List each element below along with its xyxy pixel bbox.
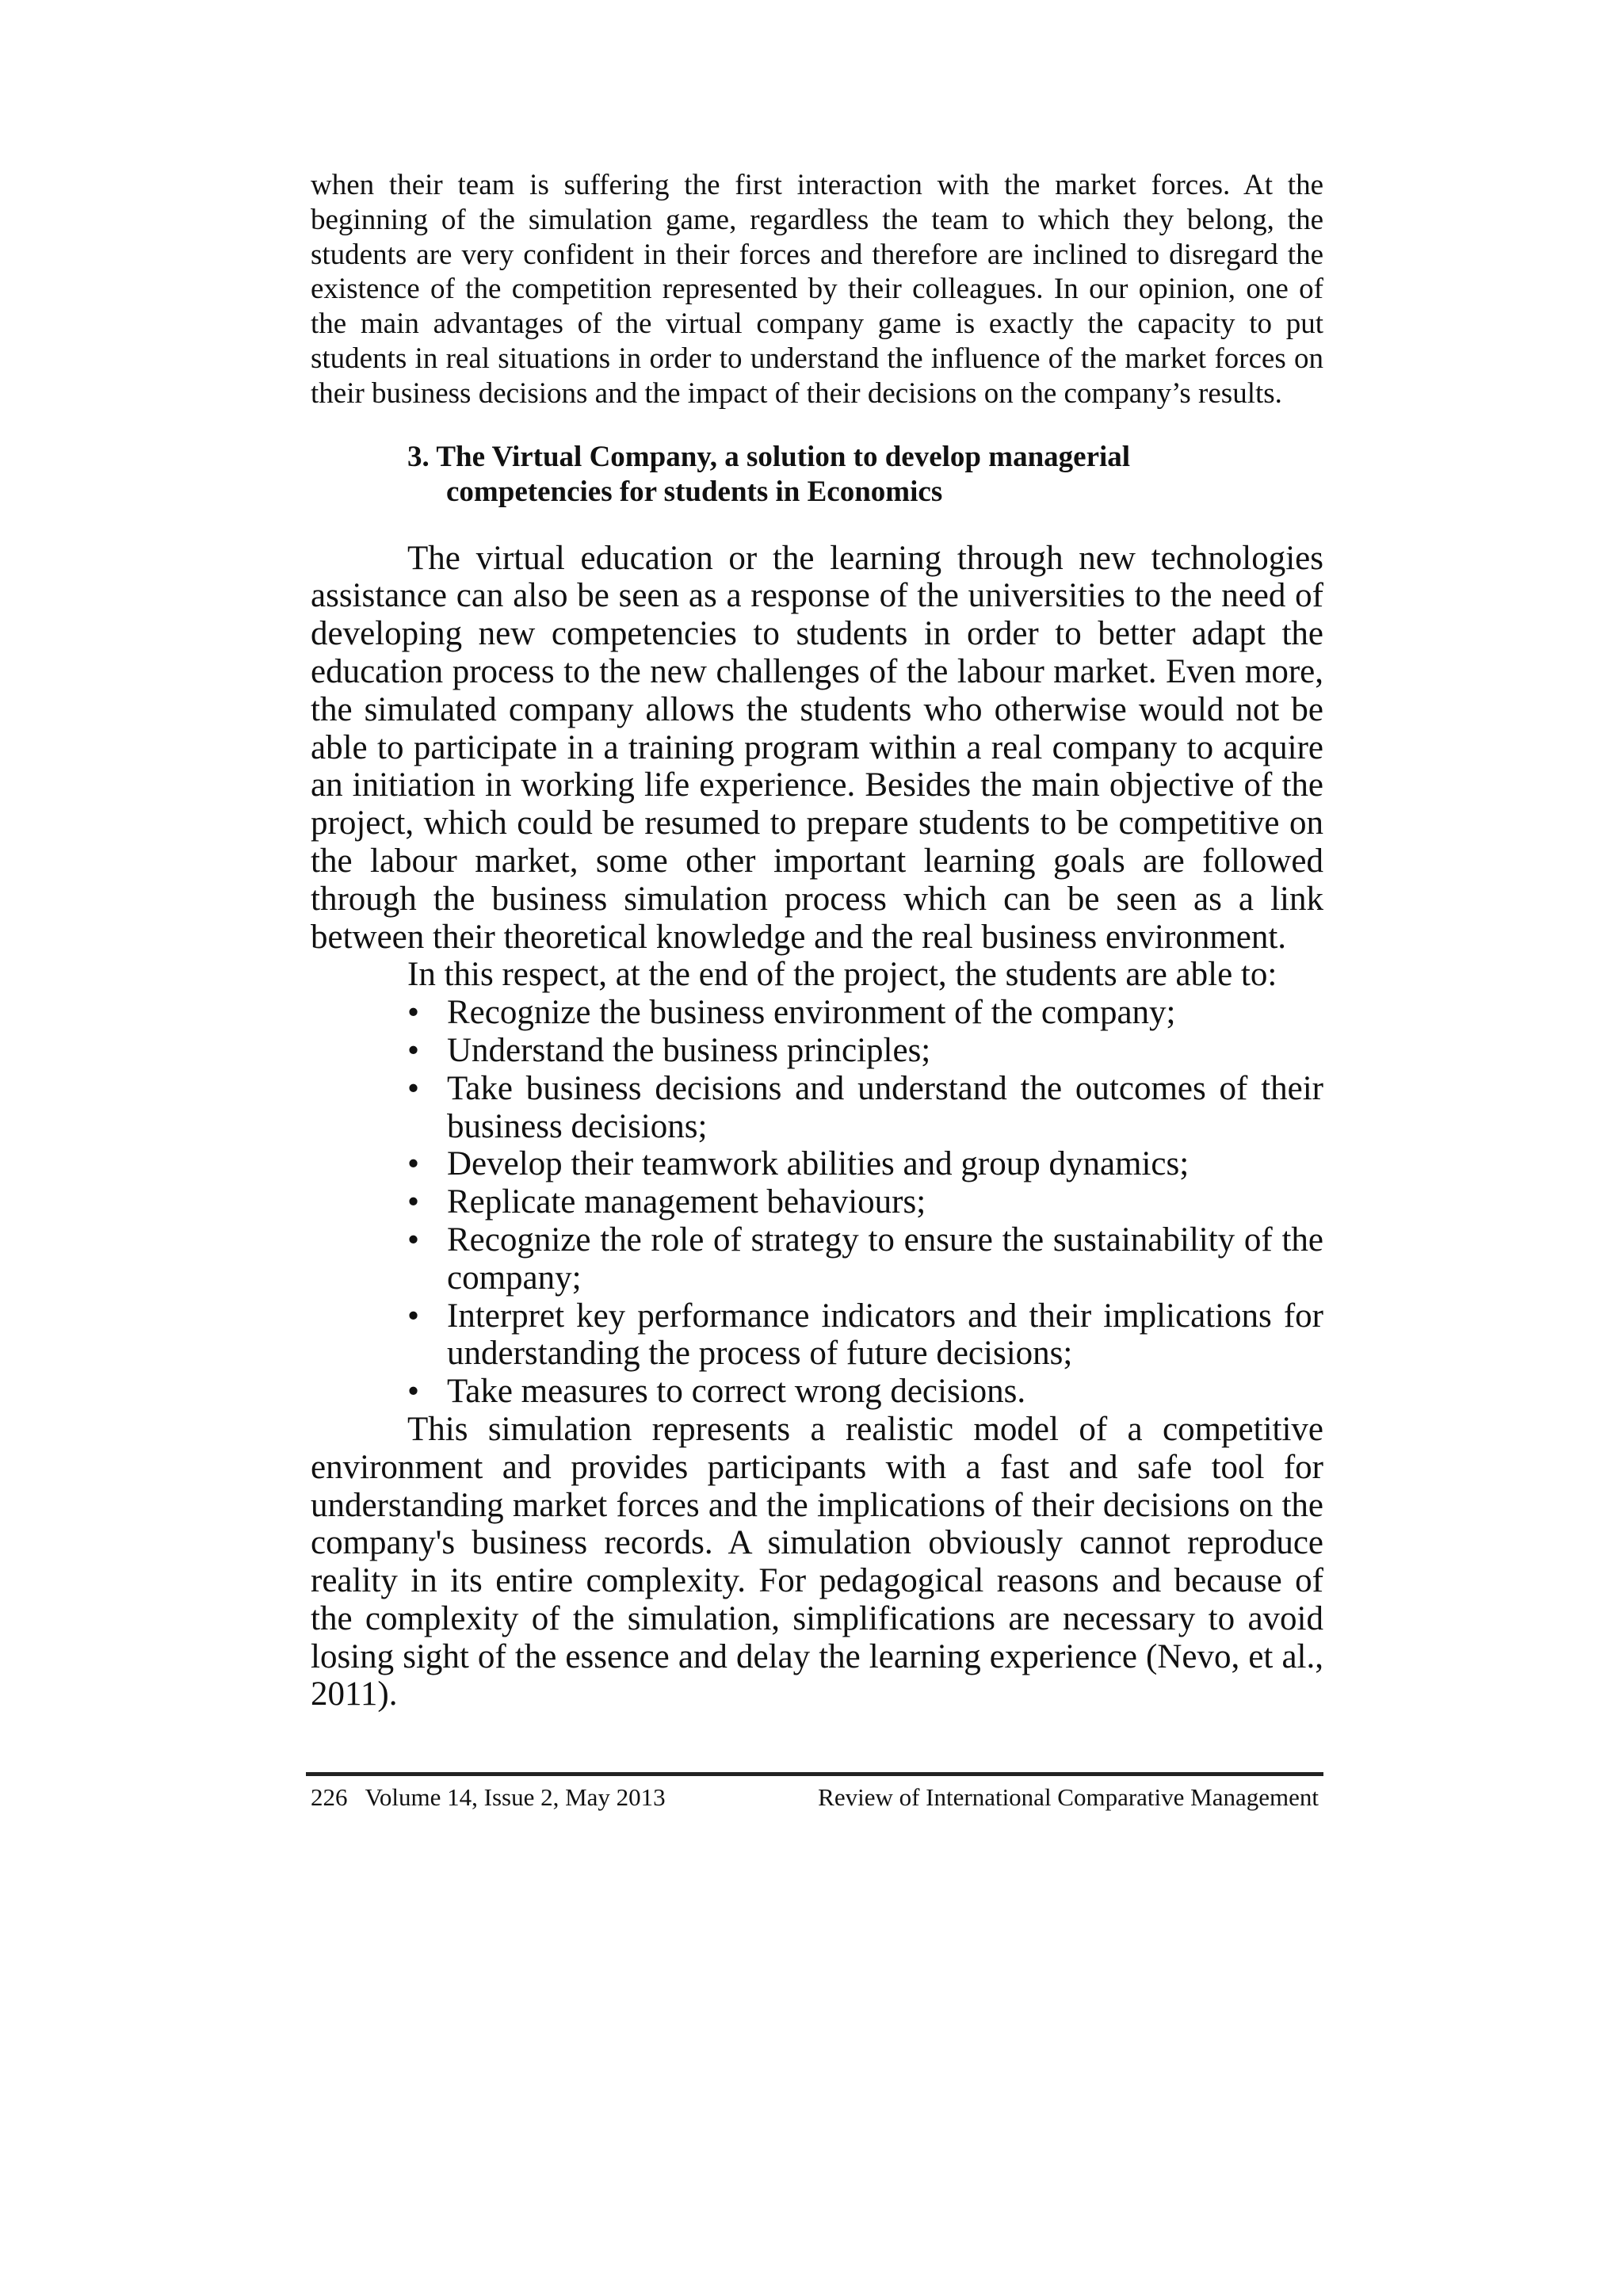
list-item [407, 1297, 1323, 1373]
footer-divider [306, 1772, 1323, 1776]
list-item-text: Interpret key performance indicators and their implications for understanding the process of future decisions; [447, 1297, 1323, 1373]
page-body [311, 168, 1323, 1713]
bullet-icon: • [407, 1145, 420, 1183]
list-item [407, 1145, 1323, 1183]
bullet-icon: • [407, 1297, 420, 1335]
list-item [407, 1031, 1323, 1070]
paragraph-virtual-education: The virtual education or the learning through new technologies assistance can also be seen as a response of the universities to the need of developing new competencies to students in order to better adapt the education process to the new challenges of the labour market. Even more, the simulated company allows the students who otherwise would not be able to participate in a training program within a real company to acquire an initiation in working life experience. Besides the main objective of the project, which could be resumed to prepare students to be competitive on the labour market, some other important learning goals are followed through the business simulation process which can be seen as a link between their theoretical knowledge and the real business environment. [311, 539, 1323, 956]
section-heading-line-2: competencies for students in Economics [446, 475, 943, 508]
journal-title: Review of International Comparative Management [818, 1783, 1319, 1811]
footer-line [306, 1782, 1323, 1813]
bullet-icon: • [407, 994, 420, 1032]
list-item-text: Develop their teamwork abilities and group dynamics; [447, 1145, 1190, 1183]
list-item [407, 994, 1323, 1032]
section-heading [407, 440, 1200, 510]
footer-left [311, 1782, 683, 1813]
list-item-text: Replicate management behaviours; [447, 1183, 926, 1221]
list-item [407, 1221, 1323, 1297]
paragraph-intro: when their team is suffering the first interaction with the market forces. At the beginning of the simulation game, regardless the team to which they belong, the students are very confident in their forces and therefore are inclined to disregard the existence of the competition represented by their colleagues. In our opinion, one of the main advantages of the virtual company game is exactly the capacity to put students in real situations in order to understand the influence of the market forces on their business decisions and the impact of their decisions on the company’s results. [311, 169, 1323, 410]
paragraph-simulation: This simulation represents a realistic model of a competitive environment and provides participants with a fast and safe tool for understanding market forces and the implications of their decisions on the company's business records. A simulation obviously cannot reproduce reality in its entire complexity. For pedagogical reasons and because of the complexity of the simulation, simplifications are necessary to avoid losing sight of the essence and delay the learning experience (Nevo, et al., 2011). [311, 1410, 1323, 1713]
issue-info: Volume 14, Issue 2, May 2013 [365, 1783, 666, 1811]
list-item-text: Take measures to correct wrong decisions. [447, 1373, 1026, 1411]
bullet-icon: • [407, 1221, 420, 1259]
bullet-icon: • [407, 1183, 420, 1221]
paragraph-outcomes-intro: In this respect, at the end of the project, the students are able to: [407, 956, 1277, 994]
bullet-icon: • [407, 1031, 420, 1069]
section-heading-line-1: 3. The Virtual Company, a solution to develop managerial [407, 440, 1131, 473]
list-item [407, 1183, 1323, 1221]
list-item [407, 1373, 1323, 1411]
list-item-text: Recognize the business environment of the company; [447, 994, 1176, 1032]
list-item [407, 1069, 1323, 1146]
list-item-text: Take business decisions and understand the outcomes of their business decisions; [447, 1069, 1323, 1145]
list-item-text: Recognize the role of strategy to ensure the sustainability of the company; [447, 1221, 1323, 1297]
bullet-icon: • [407, 1069, 420, 1107]
page-number: 226 [311, 1783, 348, 1811]
bullet-icon: • [407, 1373, 420, 1411]
list-item-text: Understand the business principles; [447, 1031, 931, 1069]
outcomes-list [311, 994, 1323, 1411]
page-footer [306, 1772, 1323, 1813]
